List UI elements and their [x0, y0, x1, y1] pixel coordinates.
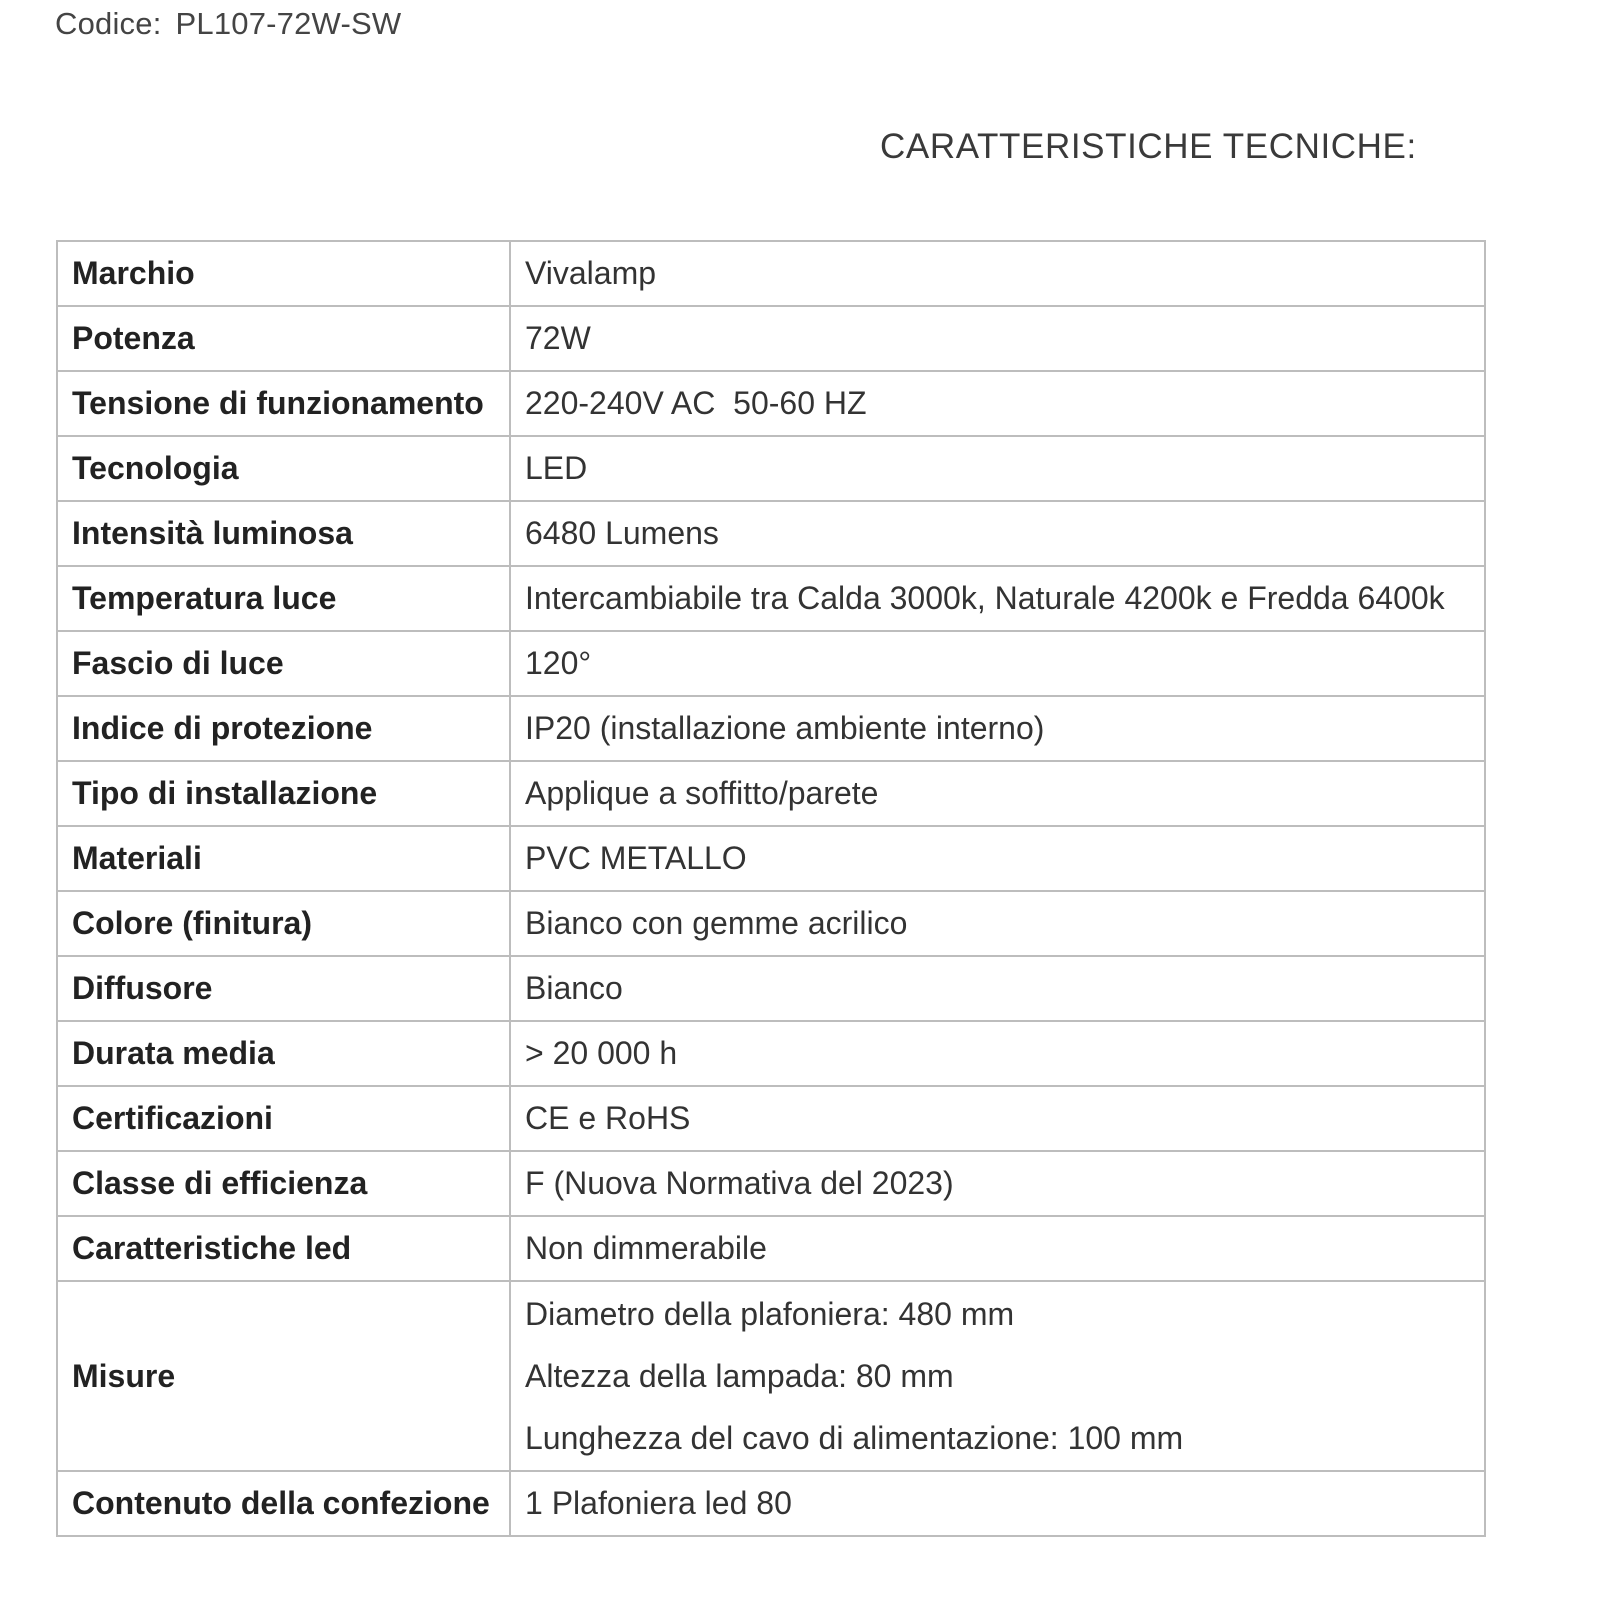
table-row: [57, 696, 1485, 761]
spec-label: Tensione di funzionamento: [57, 371, 510, 436]
spec-value: CE e RoHS: [510, 1086, 1485, 1151]
table-row: [57, 631, 1485, 696]
table-row: [57, 1216, 1485, 1281]
spec-label: Classe di efficienza: [57, 1151, 510, 1216]
spec-value: 120°: [510, 631, 1485, 696]
spec-label-misure: Misure: [57, 1281, 510, 1471]
spec-value: IP20 (installazione ambiente interno): [510, 696, 1485, 761]
spec-label-contenuto: Contenuto della confezione: [57, 1471, 510, 1536]
table-row: [57, 826, 1485, 891]
spec-label: Potenza: [57, 306, 510, 371]
spec-value: F (Nuova Normativa del 2023): [510, 1151, 1485, 1216]
misure-line: Diametro della plafoniera: 480 mm: [525, 1296, 1015, 1332]
table-row: [57, 891, 1485, 956]
spec-label: Diffusore: [57, 956, 510, 1021]
spec-label: Fascio di luce: [57, 631, 510, 696]
spec-value: 220-240V AC 50-60 HZ: [510, 371, 1485, 436]
spec-value: Non dimmerabile: [510, 1216, 1485, 1281]
spec-value: Intercambiabile tra Calda 3000k, Naturale 4200k e Fredda 6400k: [510, 566, 1485, 631]
spec-label: Indice di protezione: [57, 696, 510, 761]
spec-label: Caratteristiche led: [57, 1216, 510, 1281]
spec-value: Applique a soffitto/parete: [510, 761, 1485, 826]
table-row: [57, 501, 1485, 566]
spec-label: Intensità luminosa: [57, 501, 510, 566]
table-row: [57, 956, 1485, 1021]
specs-heading: CARATTERISTICHE TECNICHE:: [880, 127, 1417, 166]
spec-value: Vivalamp: [510, 241, 1485, 306]
spec-label: Temperatura luce: [57, 566, 510, 631]
product-code: [55, 6, 401, 42]
table-row-contenuto: [57, 1471, 1485, 1536]
table-row: [57, 1086, 1485, 1151]
spec-value: LED: [510, 436, 1485, 501]
spec-label: Colore (finitura): [57, 891, 510, 956]
table-row: [57, 761, 1485, 826]
spec-label: Tecnologia: [57, 436, 510, 501]
table-row: [57, 371, 1485, 436]
table-row: [57, 306, 1485, 371]
table-row-misure: [57, 1281, 1485, 1471]
misure-line: Lunghezza del cavo di alimentazione: 100 mm: [525, 1420, 1184, 1456]
table-row: [57, 241, 1485, 306]
product-code-value: PL107-72W-SW: [175, 6, 402, 41]
table-row: [57, 566, 1485, 631]
spec-label: Tipo di installazione: [57, 761, 510, 826]
spec-value: > 20 000 h: [510, 1021, 1485, 1086]
spec-value: Bianco: [510, 956, 1485, 1021]
table-row: [57, 1021, 1485, 1086]
spec-value: 6480 Lumens: [510, 501, 1485, 566]
spec-value: Bianco con gemme acrilico: [510, 891, 1485, 956]
spec-value-misure: [510, 1281, 1485, 1471]
spec-label: Certificazioni: [57, 1086, 510, 1151]
specs-table: [56, 240, 1486, 1537]
table-row: [57, 436, 1485, 501]
spec-label: Durata media: [57, 1021, 510, 1086]
misure-line: Altezza della lampada: 80 mm: [525, 1358, 954, 1394]
spec-label: Materiali: [57, 826, 510, 891]
spec-label: Marchio: [57, 241, 510, 306]
spec-value: PVC METALLO: [510, 826, 1485, 891]
spec-value-contenuto: 1 Plafoniera led 80: [510, 1471, 1485, 1536]
table-row: [57, 1151, 1485, 1216]
product-code-label: Codice:: [55, 6, 162, 41]
spec-value: 72W: [510, 306, 1485, 371]
